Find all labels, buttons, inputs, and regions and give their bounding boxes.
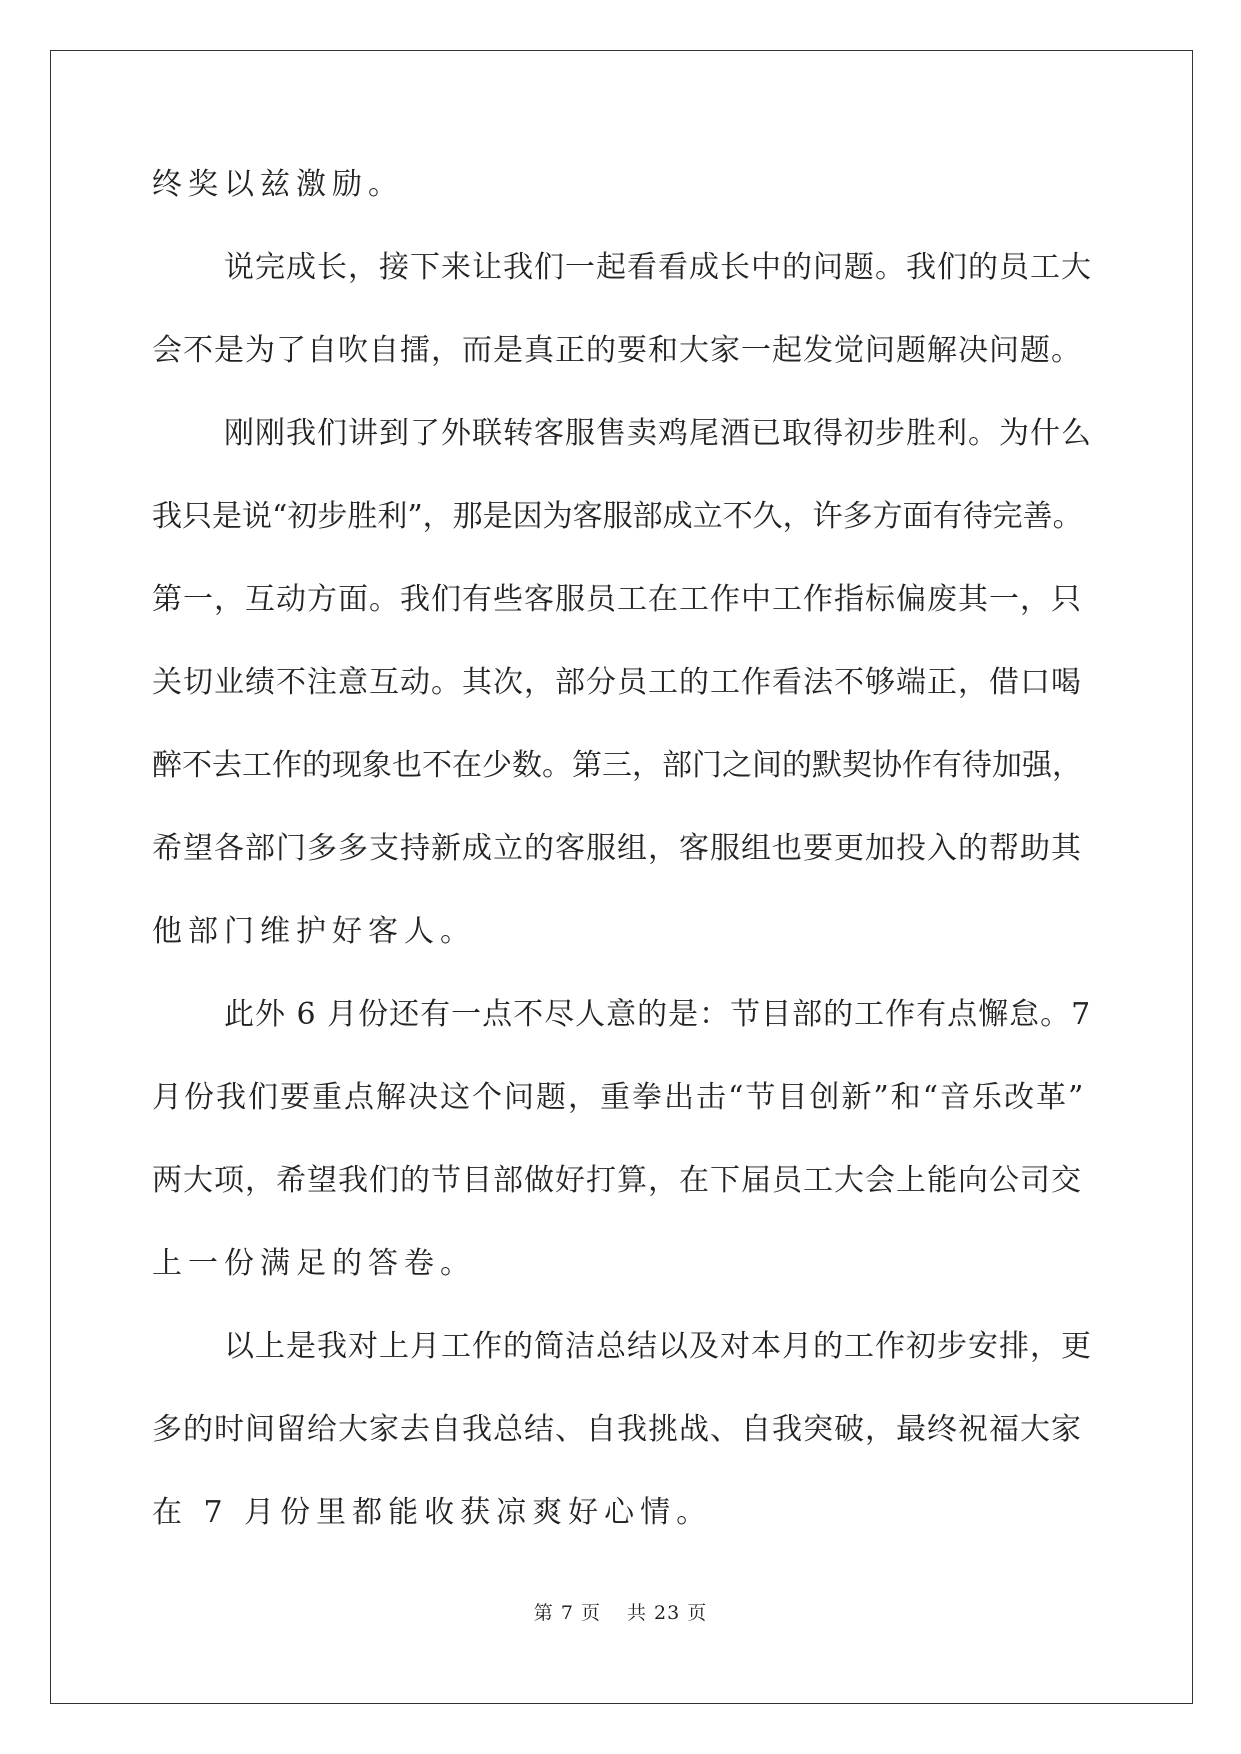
text-line: 以上是我对上月工作的简洁总结以及对本月的工作初步安排，更	[224, 1329, 1092, 1364]
page-number: 第 7 页	[533, 1602, 601, 1624]
page-total: 共 23 页	[626, 1602, 708, 1624]
document-body	[152, 160, 1092, 1571]
text-line: 关切业绩不注意互动。其次，部分员工的工作看法不够端正，借口喝	[152, 665, 1082, 700]
text-line: 他部门维护好客人。	[152, 914, 476, 949]
text-line: 多的时间留给大家去自我总结、自我挑战、自我突破，最终祝福大家	[152, 1412, 1082, 1447]
text-line: 希望各部门多多支持新成立的客服组，客服组也要更加投入的帮助其	[152, 831, 1082, 866]
text-line: 第一，互动方面。我们有些客服员工在工作中工作指标偏废其一，只	[152, 582, 1082, 617]
page-footer	[0, 1598, 1241, 1625]
text-line: 说完成长，接下来让我们一起看看成长中的问题。我们的员工大	[224, 250, 1092, 285]
text-line: 我只是说“初步胜利”，那是因为客服部成立不久，许多方面有待完善。	[152, 499, 1083, 534]
text-line: 在 7 月份里都能收获凉爽好心情。	[152, 1495, 713, 1530]
text-line: 上一份满足的答卷。	[152, 1246, 476, 1281]
text-line: 醉不去工作的现象也不在少数。第三，部门之间的默契协作有待加强，	[152, 748, 1082, 783]
text-line: 此外 6 月份还有一点不尽人意的是：节目部的工作有点懈怠。7	[224, 997, 1092, 1032]
text-line: 会不是为了自吹自擂，而是真正的要和大家一起发觉问题解决问题。	[152, 333, 1082, 368]
text-line: 月份我们要重点解决这个问题，重拳出击“节目创新”和“音乐改革”	[152, 1080, 1086, 1115]
text-line: 终奖以兹激励。	[152, 167, 404, 202]
text-line: 刚刚我们讲到了外联转客服售卖鸡尾酒已取得初步胜利。为什么	[224, 416, 1092, 451]
text-line: 两大项，希望我们的节目部做好打算，在下届员工大会上能向公司交	[152, 1163, 1082, 1198]
